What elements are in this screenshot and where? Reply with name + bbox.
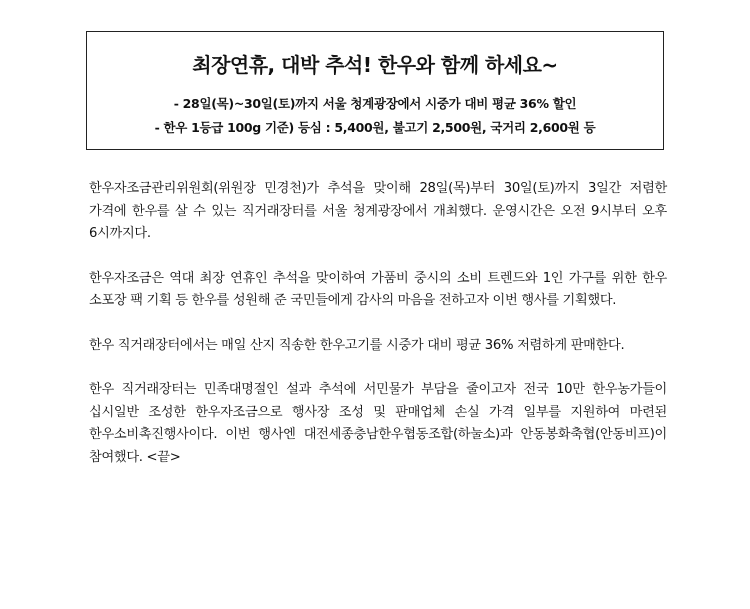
article-body	[89, 178, 667, 491]
paragraph-background: 한우 직거래장터는 민족대명절인 설과 추석에 서민물가 부담을 줄이고자 전국 10만 한우농가들이 십시일반 조성한 한우자조금으로 행사장 조성 및 판매업체 손실 가격 일부를 지원하여 마련된 한우소비촉진행사이다. 이번 행사엔 대전세종충남한우협동조합(하눌소)과 안동봉화축협(안동비프)이 참여했다. <끝>	[89, 382, 667, 465]
paragraph-purpose: 한우자조금은 역대 최장 연휴인 추석을 맞이하여 가품비 중시의 소비 트렌드와 1인 가구를 위한 한우 소포장 팩 기획 등 한우를 성원해 준 국민들에게 감사의 마음을 전하고자 이번 행사를 기획했다.	[89, 270, 667, 308]
headline-box	[86, 31, 664, 150]
paragraph-discount: 한우 직거래장터에서는 매일 산지 직송한 한우고기를 시중가 대비 평균 36% 저렴하게 판매한다.	[89, 337, 625, 353]
headline-subline-discount: - 28일(목)~30일(토)까지 서울 청계광장에서 시중가 대비 평균 36% 할인	[173, 96, 577, 111]
headline-subline-prices: - 한우 1등급 100g 기준) 등심 : 5,400원, 불고기 2,500원, 국거리 2,600원 등	[154, 120, 596, 135]
headline-title: 최장연휴, 대박 추석! 한우와 함께 하세요~	[192, 53, 558, 77]
paragraph-intro: 한우자조금관리위원회(위원장 민경천)가 추석을 맞이해 28일(목)부터 30일(토)까지 3일간 저렴한 가격에 한우를 살 수 있는 직거래장터를 서울 청계광장에서 개최했다. 운영시간은 오전 9시부터 오후 6시까지다.	[89, 181, 667, 241]
